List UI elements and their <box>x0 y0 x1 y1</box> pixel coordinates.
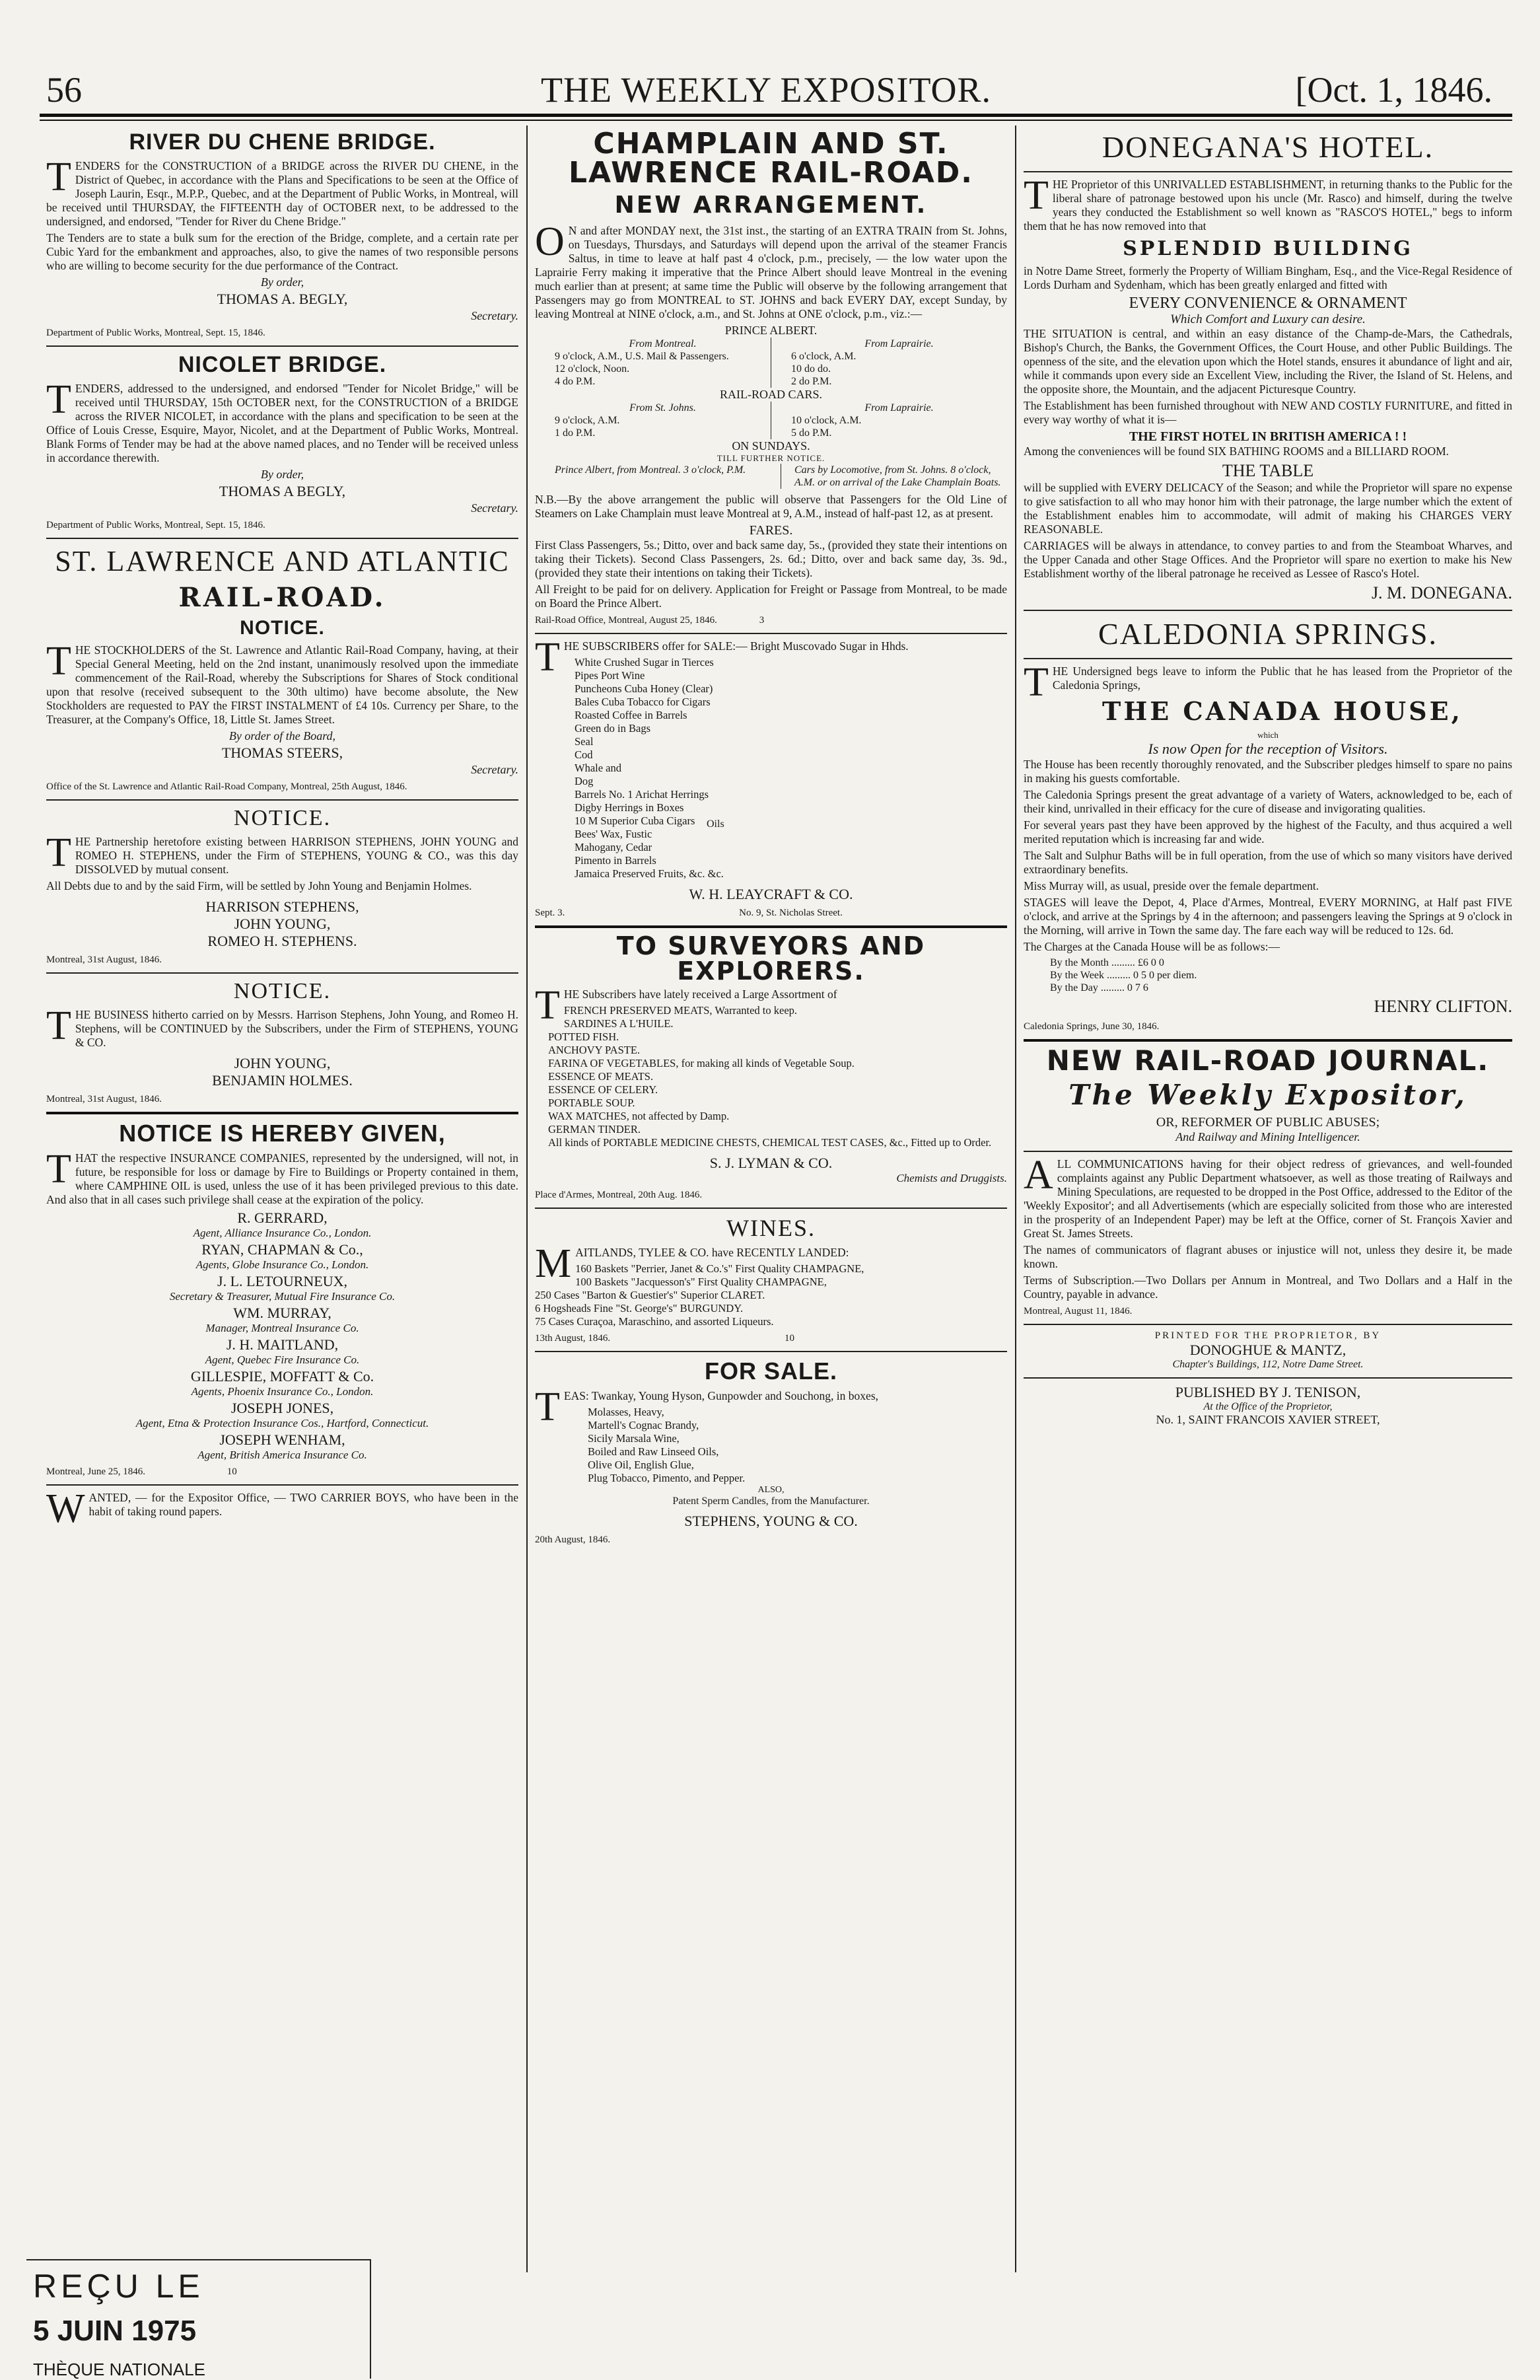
sale-item: Sicily Marsala Wine, <box>588 1432 680 1445</box>
sale-item: Molasses, Heavy, <box>588 1406 664 1418</box>
col-head: From Laprairie. <box>864 338 934 349</box>
wines-body: MAITLANDS, TYLEE & CO. have RECENTLY LANDED: <box>535 1241 849 1286</box>
partner-name: JOHN YOUNG, <box>234 1055 331 1071</box>
wanted-notice: WANTED, — for the Expositor Office, — TWO CARRIER BOYS, who have been in the habit of taking round papers. <box>46 1486 518 1531</box>
agent-firm: Agents, Phoenix Insurance Co., London. <box>191 1385 374 1398</box>
date-line: 20th August, 1846. <box>535 1534 611 1545</box>
journal-subtitle: OR, REFORMER OF PUBLIC ABUSES; <box>1156 1115 1380 1130</box>
date-line: Caledonia Springs, June 30, 1846. <box>1024 1021 1160 1032</box>
goods-list: White Crushed Sugar in Tierces Pipes Port Wine Puncheons Cuba Honey (Clear) Bales Cuba Tobacco for Cigars Roasted Coffee in Barrels Green do in Bags Seal Cod Whale and Dog Barrels No. 1 Arichat Herrings Digby Herrings in Boxes 10 M Superior Cuba Cigars Bees' Wax, Fustic Mahogany, Cedar Pimento in Barrels Jamaica Preserved Fruits, &c. &c. Oils <box>535 656 1007 881</box>
divider <box>1024 171 1512 172</box>
date-line: Montreal, August 11, 1846. <box>1024 1306 1133 1316</box>
partner-name: JOHN YOUNG, <box>234 916 331 932</box>
date-line: Montreal, 31st August, 1846. <box>46 955 162 965</box>
agent-name: J. L. LETOURNEUX, <box>217 1273 347 1289</box>
agent-firm: Agents, Globe Insurance Co., London. <box>195 1258 369 1271</box>
goods-item: 10 M Superior Cuba Cigars <box>575 814 695 827</box>
freight-body: All Freight to be paid for on delivery. Application for Freight or Passage from Montreal, to be made on Board the Prince Albert. <box>535 583 1007 610</box>
goods-item: Bees' Wax, Fustic <box>575 828 652 840</box>
goods-item: Jamaica Preserved Fruits, &c. &c. <box>575 867 724 880</box>
by-order: By order, <box>260 468 304 481</box>
stamp-recu: REÇU LE <box>33 2268 204 2305</box>
rate-row: By the Week ......... 0 5 0 per diem. <box>1050 970 1197 981</box>
column-divider <box>1015 126 1016 2272</box>
time-row: 10 o'clock, A.M. <box>791 415 862 426</box>
first-hotel: THE FIRST HOTEL IN BRITISH AMERICA ! ! <box>1129 429 1407 444</box>
divider <box>1024 610 1512 611</box>
goods-item: White Crushed Sugar in Tierces <box>575 656 714 668</box>
signer: HENRY CLIFTON. <box>1374 997 1512 1016</box>
date-line <box>535 1332 1007 1344</box>
time-row: 1 do P.M. <box>555 427 596 439</box>
partner-name: HARRISON STEPHENS, <box>205 898 359 915</box>
agent-firm: Secretary & Treasurer, Mutual Fire Insurance Co. <box>169 1290 396 1303</box>
every-convenience: EVERY CONVENIENCE & ORNAMENT <box>1129 295 1407 312</box>
partner-name: BENJAMIN HOLMES. <box>212 1072 353 1089</box>
notice1-heading: NOTICE. <box>233 806 332 830</box>
st-lawrence-body: THE STOCKHOLDERS of the St. Lawrence and Atlantic Rail-Road Company, having, at their Special General Meeting, held on the 2nd instant, unanimously resolved upon the immediate commencement of the Rail-Road, whereby the Subscriptions for Shares of Stock conditional upon that resolve (received subsequent to the 30th ultimo) have become absolute, the New Stockholders are requested to PAY the FIRST INSTALMENT of £4 10s. Currency per Share, to the Treasurer, at the Company's Office, 18, Little St. James Street. <box>46 639 518 726</box>
notice-heading: NOTICE. <box>240 617 325 639</box>
goods-item: Barrels No. 1 Arichat Herrings <box>575 788 709 801</box>
by-order: By order of the Board, <box>228 729 336 742</box>
furnished-body: The Establishment has been furnished throughout with NEW AND COSTLY FURNITURE, and fitted in every way worthy of what it is— <box>1024 399 1512 426</box>
divider <box>1024 1324 1512 1325</box>
divider <box>1024 1039 1512 1042</box>
divider <box>535 1351 1007 1352</box>
role: Secretary. <box>471 763 518 776</box>
journal-title: The Weekly Expositor, <box>1068 1079 1467 1111</box>
cars-table <box>535 402 1007 439</box>
till-notice: TILL FURTHER NOTICE. <box>717 453 825 463</box>
notice1-body: THE Partnership heretofore existing between HARRISON STEPHENS, JOHN YOUNG and ROMEO H. STEPHENS, under the Firm of STEPHENS, YOUNG & CO., was this day DISSOLVED by mutual consent. <box>46 830 518 876</box>
fares-body: First Class Passengers, 5s.; Ditto, over and back same day, 5s., (provided they state their intentions on taking their Tickets). Second Class Passengers, 2s. 6d.; Ditto, over and back same day, 3s. 9d., (provided they state their intentions on taking their Tickets). <box>535 538 1007 579</box>
signer: J. M. DONEGANA. <box>1371 583 1512 602</box>
time-row: 9 o'clock, A.M., U.S. Mail & Passengers. <box>555 351 729 362</box>
goods-item: Roasted Coffee in Barrels <box>575 709 687 721</box>
provision-item: FARINA OF VEGETABLES, for making all kinds of Vegetable Soup. <box>548 1057 855 1069</box>
notice-hereby-body: THAT the respective INSURANCE COMPANIES, represented by the undersigned, will not, in future, be responsible for loss or damage by Fire to Buildings or Property contained in them, where CAMPHINE OIL is used, unless the use of it has been privileged previous to this date. And also that in all cases such privilege shall cease at the expiration of the policy. <box>46 1147 518 1206</box>
office: Rail-Road Office, Montreal, August 25, 1846. <box>535 615 717 626</box>
agent-firm: Agent, British America Insurance Co. <box>197 1449 367 1461</box>
goods-item: Mahogany, Cedar <box>575 841 652 853</box>
column-2 <box>535 126 1007 2239</box>
wines-list <box>535 1262 1007 1328</box>
printer-name: DONOGHUE & MANTZ, <box>1189 1342 1347 1358</box>
notice2-heading: NOTICE. <box>233 979 332 1003</box>
address: No. 9, St. Nicholas Street. <box>739 908 843 918</box>
new-arrangement: NEW ARRANGEMENT. <box>614 192 928 219</box>
masthead-rule <box>40 114 1512 117</box>
agent-name: GILLESPIE, MOFFATT & Co. <box>190 1368 374 1385</box>
time-row: 12 o'clock, Noon. <box>555 363 630 375</box>
among-body: Among the conveniences will be found SIX BATHING ROOMS and a BILLIARD ROOM. <box>1024 445 1450 458</box>
for-sale-heading: FOR SALE. <box>704 1357 837 1385</box>
champlain-heading: CHAMPLAIN AND ST. LAWRENCE RAIL-ROAD. <box>568 127 974 190</box>
column-1 <box>46 126 518 2371</box>
publisher-address: No. 1, SAINT FRANCOIS XAVIER STREET, <box>1156 1413 1380 1426</box>
journal-subtitle2: And Railway and Mining Intelligencer. <box>1175 1130 1360 1143</box>
provision-item: ANCHOVY PASTE. <box>548 1044 641 1056</box>
agent-firm: Agent, Quebec Fire Insurance Co. <box>205 1353 360 1366</box>
table-body: will be supplied with EVERY DELICACY of the Season; and while the Proprietor will spare no expense to give satisfaction to all who may honor him with their patronage, the large number which the extent of the Establishment enables him to accommodate, will admit of making his CHARGES VERY REASONABLE. <box>1024 481 1512 536</box>
caledonia-body5: The Salt and Sulphur Baths will be in full operation, from the use of which so many visitors have derived extraordinary benefits. <box>1024 849 1512 876</box>
surveyors-heading: TO SURVEYORS AND EXPLORERS. <box>616 931 926 986</box>
sale-item: Boiled and Raw Linseed Oils, <box>588 1445 719 1458</box>
sale-item: Martell's Cognac Brandy, <box>588 1419 699 1431</box>
nicolet-heading: NICOLET BRIDGE. <box>178 352 387 377</box>
office-line: Department of Public Works, Montreal, Sept. 15, 1846. <box>46 520 265 530</box>
by-order: By order, <box>260 275 304 289</box>
divider <box>46 1112 518 1114</box>
wine-item: 6 Hogsheads Fine "St. George's" BURGUNDY. <box>535 1302 744 1315</box>
agent-name: RYAN, CHAPMAN & Co., <box>201 1241 363 1258</box>
also-item: Patent Sperm Candles, from the Manufacturer. <box>672 1496 870 1507</box>
river-du-chene-body: TENDERS for the CONSTRUCTION of a BRIDGE across the RIVER DU CHENE, in the District of Quebec, in accordance with the Plans and Specifications to be seen at the Office of Joseph Laurin, Esqr., M.P.P., Quebec, and at the Department of Public Works, in Montreal, will be received until THURSDAY, the FIFTEENTH day of OCTOBER next, to be addressed to the undersigned, and endorsed, "Tender for River du Chene Bridge." <box>46 155 518 228</box>
time-row: 4 do P.M. <box>555 376 596 387</box>
firm-role: Chemists and Druggists. <box>896 1172 1007 1184</box>
agent-name: WM. MURRAY, <box>233 1305 332 1321</box>
goods-item: Digby Herrings in Boxes <box>575 801 684 814</box>
office-line: Department of Public Works, Montreal, Sept. 15, 1846. <box>46 328 265 338</box>
masthead-rule-thin <box>40 120 1512 121</box>
divider <box>46 538 518 539</box>
time-row: 10 do do. <box>791 363 831 375</box>
agent-name: R. GERRARD, <box>237 1209 328 1226</box>
agent-name: J. H. MAITLAND, <box>226 1336 339 1353</box>
caledonia-body7: STAGES will leave the Depot, 4, Place d'Armes, Montreal, EVERY MORNING, at Half past FIVE o'clock, and arrive at the Springs by 4 in the afternoon; and passengers leaving the Springs at 9 o'clock in the Morning, will arrive in Town the same day. The fare each way will be reduced to 12s. 6d. <box>1024 896 1512 937</box>
provision-item: WAX MATCHES, not affected by Damp. <box>548 1110 730 1122</box>
from-laprairie-col <box>771 402 1007 439</box>
agent-firm: Agent, Etna & Protection Insurance Cos., Hartford, Connecticut. <box>135 1417 429 1429</box>
sunday-right: Cars by Locomotive, from St. Johns. 8 o'clock, A.M. or on arrival of the Lake Champlain Boats. <box>794 464 1001 488</box>
col-head: From St. Johns. <box>629 402 696 414</box>
wine-item: 250 Cases "Barton & Guestier's" Superior CLARET. <box>535 1289 765 1301</box>
charges-intro: The Charges at the Canada House will be as follows:— <box>1024 940 1280 953</box>
date: 13th August, 1846. <box>535 1333 611 1344</box>
caledonia-heading: CALEDONIA SPRINGS. <box>1098 617 1438 651</box>
sale-list <box>535 1406 1007 1485</box>
also-label: ALSO, <box>757 1485 785 1495</box>
agent-firm: Manager, Montreal Insurance Co. <box>205 1322 359 1334</box>
ad-number: 10 <box>784 1333 794 1344</box>
provision-item: GERMAN TINDER. <box>548 1123 641 1136</box>
provision-item: PORTABLE SOUP. <box>548 1097 635 1109</box>
provisions-list <box>535 1004 1007 1149</box>
for-sale-body: TEAS: Twankay, Young Hyson, Gunpowder and Souchong, in boxes, <box>535 1385 878 1429</box>
firm-name: S. J. LYMAN & CO. <box>709 1155 833 1171</box>
goods-item: Dog <box>575 775 594 787</box>
divider <box>1024 1151 1512 1152</box>
agent-firm: Agent, Alliance Insurance Co., London. <box>193 1227 372 1239</box>
time-row: 5 do P.M. <box>791 427 832 439</box>
time-row: 9 o'clock, A.M. <box>555 415 620 426</box>
goods-item: Bales Cuba Tobacco for Cigars <box>575 696 711 708</box>
canada-house: THE CANADA HOUSE, <box>1102 696 1463 726</box>
rates-table <box>1050 956 1512 994</box>
office-line: Office of the St. Lawrence and Atlantic Rail-Road Company, Montreal, 25th August, 1846. <box>46 781 407 792</box>
issue-date: [Oct. 1, 1846. <box>1295 70 1492 110</box>
date-line: Montreal, 31st August, 1846. <box>46 1094 162 1104</box>
prince-albert-heading: PRINCE ALBERT. <box>724 324 818 337</box>
signer: THOMAS A BEGLY, <box>219 483 346 499</box>
divider <box>46 972 518 974</box>
divider <box>1024 1377 1512 1379</box>
col-head: From Montreal. <box>629 338 697 349</box>
date: Sept. 3. <box>535 908 565 918</box>
which-comfort: Which Comfort and Luxury can desire. <box>1170 312 1366 326</box>
wine-item: 160 Baskets "Perrier, Janet & Co.'s" First Quality CHAMPAGNE, <box>575 1262 864 1275</box>
prince-albert-table <box>535 338 1007 388</box>
stamp-library: THÈQUE NATIONALE <box>33 2360 206 2379</box>
time-row: 2 do P.M. <box>791 376 832 387</box>
agent-name: JOSEPH JONES, <box>230 1400 334 1416</box>
ad-number: 3 <box>759 615 765 626</box>
fares-heading: FARES. <box>749 523 793 538</box>
notice2-body: THE BUSINESS hitherto carried on by Messrs. Harrison Stephens, John Young, and Romeo H. Stephens, will be CONTINUED by the Subscribers, under the Firm of STEPHENS, YOUNG & CO. <box>46 1003 518 1049</box>
printer-address: Chapter's Buildings, 112, Notre Dame Street. <box>1172 1359 1364 1370</box>
provision-item: All kinds of PORTABLE MEDICINE CHESTS, CHEMICAL TEST CASES, &c., Fitted up to Order. <box>548 1136 992 1149</box>
goods-item: Green do in Bags <box>575 722 651 735</box>
divider <box>1024 658 1512 659</box>
stamp-date: 5 JUIN 1975 <box>33 2315 197 2347</box>
goods-item: Pipes Port Wine <box>575 669 645 682</box>
role: Secretary. <box>471 309 518 322</box>
journal-heading: NEW RAIL-ROAD JOURNAL. <box>1046 1044 1490 1077</box>
splendid-building: SPLENDID BUILDING <box>1123 237 1413 260</box>
date-line <box>535 907 1007 919</box>
rail-road-subheading: RAIL-ROAD. <box>178 582 386 613</box>
printed-for: PRINTED FOR THE PROPRIETOR, BY <box>1154 1330 1382 1341</box>
donegana-body: THE Proprietor of this UNRIVALLED ESTABLISHMENT, in returning thanks to the Public for the liberal share of patronage bestowed upon his uncle (Mr. Rasco) and himself, during the twelve years they conducted the Establishment so well known as "RASCO'S HOTEL," begs to inform them that he has now removed into that <box>1024 173 1512 233</box>
goods-item: Seal <box>575 735 594 748</box>
sunday-table <box>535 464 1007 489</box>
rate-row: By the Day ......... 0 7 6 <box>1050 982 1148 993</box>
wines-heading: WINES. <box>726 1215 816 1241</box>
page-number: 56 <box>46 70 82 110</box>
wine-item: 75 Cases Curaçoa, Maraschino, and assorted Liqueurs. <box>535 1315 774 1328</box>
office-line <box>535 614 1007 626</box>
at-office: At the Office of the Proprietor, <box>1203 1401 1333 1412</box>
published-by: PUBLISHED BY J. TENISON, <box>1175 1384 1361 1400</box>
time-row: 6 o'clock, A.M. <box>791 351 857 362</box>
nb-note: N.B.—By the above arrangement the public will observe that Passengers for the Old Line of Steamers on Lake Champlain must leave Montreal at 9, A.M., instead of half-past 12, as at present. <box>535 493 1007 520</box>
journal-terms: Terms of Subscription.—Two Dollars per Annum in Montreal, and Two Dollars and a Half in the Country, payable in advance. <box>1024 1274 1512 1301</box>
divider <box>46 1484 518 1486</box>
partner-name: ROMEO H. STEPHENS. <box>207 933 357 949</box>
notice-hereby-heading: NOTICE IS HEREBY GIVEN, <box>119 1120 446 1147</box>
provision-item: FRENCH PRESERVED MEATS, Warranted to keep. <box>563 1004 798 1017</box>
provision-item: ESSENCE OF CELERY. <box>548 1083 658 1096</box>
date-line <box>46 1466 518 1478</box>
donegana-body2: in Notre Dame Street, formerly the Property of William Bingham, Esq., and the Vice-Regal Residence of Lords Durham and Sydenham, which has been greatly enlarged and fitted with <box>1024 264 1512 291</box>
divider <box>46 345 518 347</box>
from-montreal-col <box>535 338 771 388</box>
divider <box>535 1208 1007 1209</box>
surveyors-body: THE Subscribers have lately received a Large Assortment of <box>535 983 837 1028</box>
role: Secretary. <box>471 501 518 515</box>
sale-item: Olive Oil, English Glue, <box>588 1459 694 1471</box>
goods-item: Cod <box>575 748 593 761</box>
notice1-body2: All Debts due to and by the said Firm, will be settled by John Young and Benjamin Holmes. <box>46 879 472 892</box>
from-laprairie-col <box>771 338 1007 388</box>
date: Montreal, June 25, 1846. <box>46 1466 145 1477</box>
nicolet-body: TENDERS, addressed to the undersigned, and endorsed "Tender for Nicolet Bridge," will be received until THURSDAY, 15th OCTOBER next, for the CONSTRUCTION of a BRIDGE across the RIVER NICOLET, in accordance with the plans and specification to be seen at the Office of Louis Cresse, Esquire, Mayor, Nicolet, and at the Department of Public Works, Montreal. Blank Forms of Tender may be had at the above named places, and no Tender will be received unless in accordance therewith. <box>46 377 518 464</box>
divider <box>535 633 1007 634</box>
sundays-heading: ON SUNDAYS. <box>732 439 810 452</box>
provision-item: POTTED FISH. <box>548 1030 619 1043</box>
goods-item: Pimento in Barrels <box>575 854 656 867</box>
signer: THOMAS A. BEGLY, <box>217 291 348 307</box>
caledonia-body6: Miss Murray will, as usual, preside over the female department. <box>1024 879 1319 892</box>
library-stamp <box>26 2259 371 2379</box>
firm-name: W. H. LEAYCRAFT & CO. <box>689 886 853 902</box>
divider <box>535 925 1007 928</box>
firm-name: STEPHENS, YOUNG & CO. <box>684 1513 858 1529</box>
carriages-body: CARRIAGES will be always in attendance, to convey parties to and from the Steamboat Wharves, and the Upper Canada and other Stage Offices. And the Proprietor will spare no exertion to make his New Establishment worthy of the liberal patronage he received as Lessee of Rasco's Hotel. <box>1024 539 1512 580</box>
journal-body: ALL COMMUNICATIONS having for their object redress of grievances, and well-founded complaints against any Public Department whatsoever, as well as those treating of Railways and Mining Speculations, are requested to be dropped in the Post Office, addressed to the Editor of the 'Weekly Expositor'; and all Advertisements (which are especially solicited from those who are interested in the prosperity of an Independent Paper) may be left at the Office, corner of St. François Xavier and Great St. James Streets. <box>1024 1153 1512 1240</box>
river-du-chene-body2: The Tenders are to state a bulk sum for the erection of the Bridge, complete, and a certain rate per Cubic Yard for the embankment and approaches, also, to give the names of two responsible persons who are willing to become security for the due performance of the Contract. <box>46 231 518 272</box>
masthead <box>26 69 1506 109</box>
caledonia-body3: The Caledonia Springs present the great advantage of a variety of Waters, acknowledged to be, each of their kind, unrivalled in their efficacy for the cure of disease and invigorating qualities. <box>1024 788 1512 815</box>
donegana-heading: DONEGANA'S HOTEL. <box>1102 130 1434 164</box>
divider <box>46 799 518 801</box>
journal-body2: The names of communicators of flagrant abuses or injustice will not, unless they desire it, be made known. <box>1024 1243 1512 1270</box>
signer: THOMAS STEERS, <box>221 744 343 761</box>
provision-item: ESSENCE OF MEATS. <box>548 1070 654 1083</box>
st-lawrence-heading: ST. LAWRENCE AND ATLANTIC <box>55 545 510 577</box>
subscribers-body: THE SUBSCRIBERS offer for SALE:— Bright Muscovado Sugar in Hhds. <box>535 635 909 680</box>
sunday-left: Prince Albert, from Montreal. 3 o'clock, P.M. <box>535 464 781 489</box>
column-divider <box>526 126 528 2272</box>
rate-row: By the Month ......... £6 0 0 <box>1050 957 1164 968</box>
which-label: which <box>1257 730 1278 740</box>
caledonia-body2: The House has been recently thoroughly renovated, and the Subscriber pledges himself to spare no pains in making his guests comfortable. <box>1024 758 1512 785</box>
from-stjohns-col <box>535 402 771 439</box>
goods-item: Whale and <box>575 762 622 774</box>
table-heading: THE TABLE <box>1222 461 1314 480</box>
newspaper-page <box>26 0 1512 2377</box>
ad-number: 10 <box>227 1466 237 1477</box>
now-open: Is now Open for the reception of Visitors. <box>1148 740 1388 757</box>
newspaper-title: THE WEEKLY EXPOSITOR. <box>540 70 992 110</box>
champlain-body: ON and after MONDAY next, the 31st inst., the starting of an EXTRA TRAIN from St. Johns, on Tuesdays, Thursdays, and Saturdays will depend upon the arrival of the steamer Francis Saltus, in time to leave at half past 4 o'clock, p.m., precisely, — the low water upon the Laprairie Ferry making it imperative that the Prince Albert should leave Montreal in the evening much earlier than at present; at same time the Public will observe by the following arrangement that Passengers may go from MONTREAL to ST. JOHNS and back EVERY DAY, except Sunday, by leaving Montreal at NINE o'clock, a.m., and St. Johns at ONE o'clock, p.m., viz.:— <box>535 219 1007 320</box>
col-head: From Laprairie. <box>864 402 934 414</box>
goods-item: Puncheons Cuba Honey (Clear) <box>575 682 713 695</box>
cars-heading: RAIL-ROAD CARS. <box>719 388 822 401</box>
sale-item: Plug Tobacco, Pimento, and Pepper. <box>588 1472 746 1484</box>
address: Place d'Armes, Montreal, 20th Aug. 1846. <box>535 1190 703 1200</box>
situation-body: THE SITUATION is central, and within an easy distance of the Champ-de-Mars, the Cathedrals, Bishop's Church, the Banks, the Government Offices, the Court House, and other Public Buildings. The openness of the site, and the elevation upon which the Hotel stands, ensures it abundance of light and air, while it commands upon every side an Excellent View, including the River, the Island of St. Helens, and the opposite shore, the Mountain, and the adjacent Picturesque Country. <box>1024 327 1512 396</box>
wine-item: 100 Baskets "Jacquesson's" First Quality CHAMPAGNE, <box>575 1276 827 1288</box>
caledonia-body4: For several years past they have been approved by the highest of the Faculty, and thus acquired a well merited reputation which is increasing far and wide. <box>1024 818 1512 846</box>
agent-name: JOSEPH WENHAM, <box>219 1431 345 1448</box>
river-du-chene-heading: RIVER DU CHENE BRIDGE. <box>129 129 436 155</box>
caledonia-body: THE Undersigned begs leave to inform the Public that he has leased from the Proprietor of the Caledonia Springs, <box>1024 660 1512 705</box>
column-3 <box>1024 126 1512 2239</box>
agent-list <box>46 1209 518 1462</box>
provision-item: SARDINES A L'HUILE. <box>563 1017 674 1030</box>
